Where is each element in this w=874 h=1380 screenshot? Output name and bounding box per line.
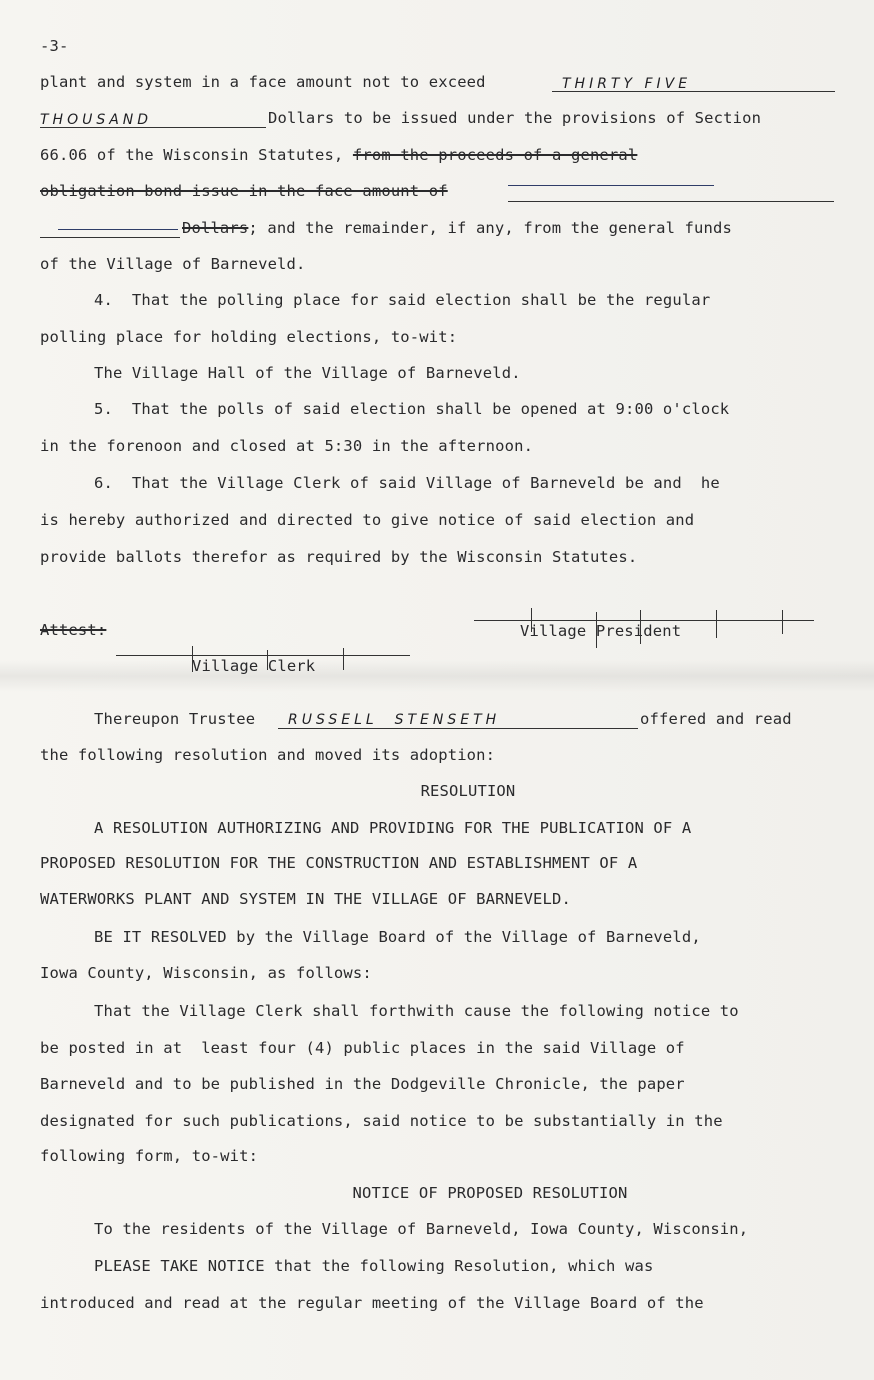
- ink-mark-8: [343, 648, 344, 670]
- resolution-heading: RESOLUTION: [420, 782, 516, 800]
- clerk-label: Village Clerk: [192, 657, 316, 675]
- ink-mark-7: [267, 650, 268, 670]
- para1-line5-text: ; and the remainder, if any, from the general funds: [248, 219, 732, 237]
- notice-line3: introduced and read at the regular meeting of the Village Board of the: [40, 1294, 704, 1312]
- ink-strike-line-1: [508, 185, 714, 186]
- resolution-title-line3: WATERWORKS PLANT AND SYSTEM IN THE VILLAGE OF BARNEVELD.: [40, 890, 571, 908]
- item4-line1: 4. That the polling place for said election shall be the regular: [94, 291, 711, 309]
- item6-line1: 6. That the Village Clerk of said Village of Barneveld be and he: [94, 474, 720, 492]
- amount-handwritten-2: THOUSAND: [40, 112, 153, 128]
- ink-mark-5: [782, 610, 783, 634]
- trustee-line1-text: Thereupon Trustee: [94, 710, 256, 728]
- ink-mark-3: [640, 610, 641, 644]
- para1-line2-text: Dollars to be issued under the provisions of Section: [268, 109, 762, 127]
- struck-text-2: obligation bond issue in the face amount of: [40, 182, 448, 200]
- notice-line2: PLEASE TAKE NOTICE that the following Resolution, which was: [94, 1257, 654, 1275]
- struck-text-3: Dollars: [182, 219, 249, 237]
- be-it-resolved-line1: BE IT RESOLVED by the Village Board of the Village of Barneveld,: [94, 928, 701, 946]
- ink-mark-6: [192, 646, 193, 672]
- ink-mark-1: [531, 608, 532, 632]
- item4-line2: polling place for holding elections, to-wit:: [40, 328, 458, 346]
- bond-amount-blank: [508, 201, 834, 202]
- resolution-title-line2: PROPOSED RESOLUTION FOR THE CONSTRUCTION AND ESTABLISHMENT OF A: [40, 854, 638, 872]
- clerk-para-line4: designated for such publications, said notice to be substantially in the: [40, 1112, 723, 1130]
- resolution-title-line1: A RESOLUTION AUTHORIZING AND PROVIDING FOR THE PUBLICATION OF A: [94, 819, 692, 837]
- trustee-line2: the following resolution and moved its adoption:: [40, 746, 496, 764]
- item6-line3: provide ballots therefor as required by the Wisconsin Statutes.: [40, 548, 638, 566]
- clerk-para-line5: following form, to-wit:: [40, 1147, 259, 1165]
- para1-line6: of the Village of Barneveld.: [40, 255, 306, 273]
- item6-line2: is hereby authorized and directed to give notice of said election and: [40, 511, 695, 529]
- item5-line1: 5. That the polls of said election shall be opened at 9:00 o'clock: [94, 400, 730, 418]
- para1-line3: [40, 145, 637, 165]
- dollars-blank: [40, 237, 180, 238]
- para1-line3-text: 66.06 of the Wisconsin Statutes,: [40, 146, 353, 164]
- page-number: -3-: [40, 37, 69, 55]
- para1-line4: [40, 181, 448, 201]
- para1-line1-text: plant and system in a face amount not to exceed: [40, 73, 486, 91]
- notice-line1: To the residents of the Village of Barneveld, Iowa County, Wisconsin,: [94, 1220, 749, 1238]
- attest-label: Attest:: [40, 621, 107, 639]
- para1-line1: [40, 72, 486, 92]
- ink-strike-line-2: [58, 229, 178, 230]
- be-it-resolved-line2: Iowa County, Wisconsin, as follows:: [40, 964, 372, 982]
- item4-line3: The Village Hall of the Village of Barneveld.: [94, 364, 521, 382]
- item5-line2: in the forenoon and closed at 5:30 in the afternoon.: [40, 437, 534, 455]
- notice-heading: NOTICE OF PROPOSED RESOLUTION: [352, 1184, 628, 1202]
- ink-mark-4: [716, 610, 717, 638]
- trustee-line1-after: offered and read: [640, 710, 792, 728]
- president-label: Village President: [520, 622, 682, 640]
- amount-handwritten-1: THIRTY FIVE: [562, 76, 692, 92]
- trustee-name-handwritten: RUSSELL STENSETH: [288, 712, 501, 728]
- clerk-para-line1: That the Village Clerk shall forthwith cause the following notice to: [94, 1002, 739, 1020]
- ink-mark-2: [596, 612, 597, 648]
- clerk-para-line2: be posted in at least four (4) public places in the said Village of: [40, 1039, 685, 1057]
- struck-text-1: from the proceeds of a general: [352, 146, 638, 164]
- para1-line5: [182, 218, 732, 238]
- clerk-para-line3: Barneveld and to be published in the Dodgeville Chronicle, the paper: [40, 1075, 685, 1093]
